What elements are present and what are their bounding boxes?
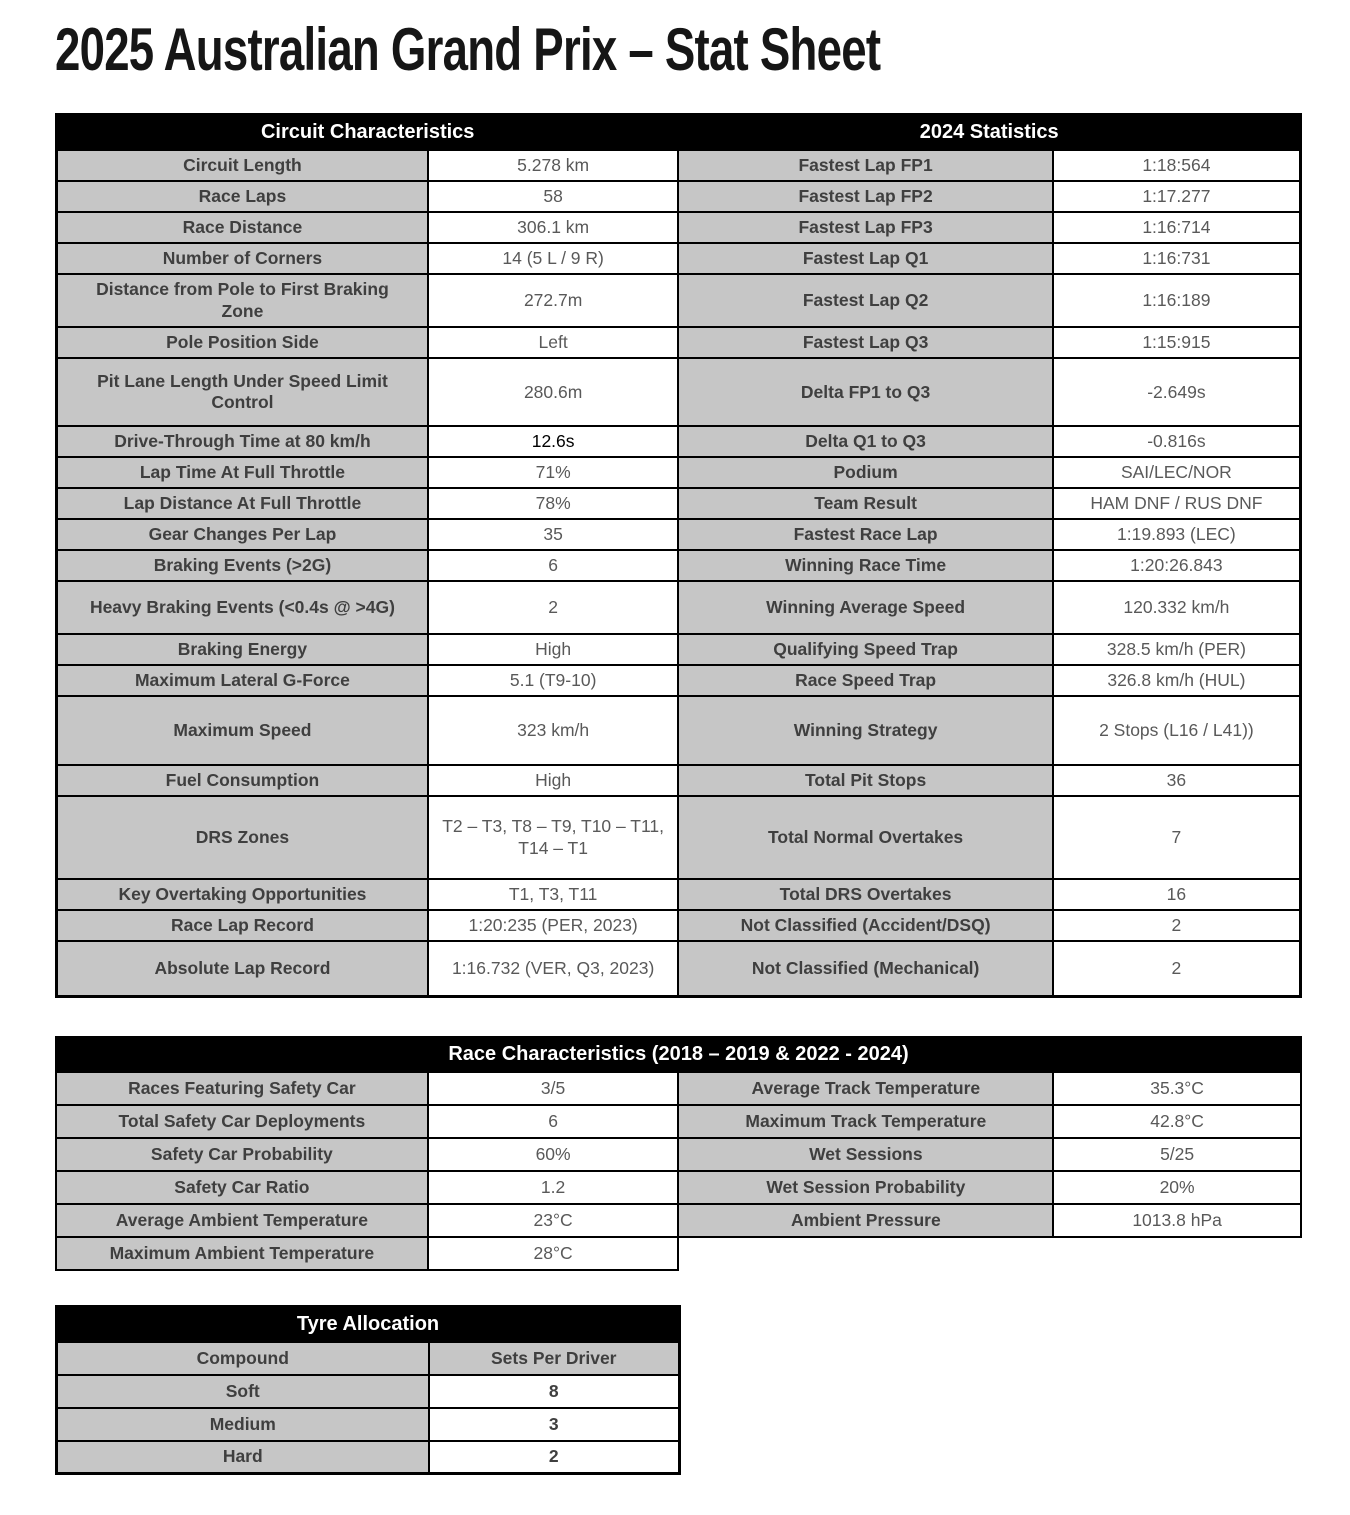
- stat-value: 1:17.277: [1053, 181, 1301, 212]
- stat-value: 2: [1053, 941, 1301, 996]
- stat-value: 28°C: [428, 1237, 679, 1270]
- stat-value: 1:20:235 (PER, 2023): [428, 910, 679, 941]
- stat-label: Lap Time At Full Throttle: [57, 457, 428, 488]
- stat-value: Left: [428, 327, 679, 358]
- stat-value: High: [428, 765, 679, 796]
- stat-value: 60%: [428, 1138, 679, 1171]
- stat-label: Winning Strategy: [678, 696, 1052, 765]
- stat-value: 2 Stops (L16 / L41)): [1053, 696, 1301, 765]
- stat-label: Wet Session Probability: [678, 1171, 1053, 1204]
- stat-value: 1013.8 hPa: [1053, 1204, 1301, 1237]
- stat-value: 6: [428, 1105, 679, 1138]
- stat-label: Fuel Consumption: [57, 765, 428, 796]
- stat-label: Race Speed Trap: [678, 665, 1052, 696]
- stat-value: 1:16:714: [1053, 212, 1301, 243]
- stat-label: Braking Events (>2G): [57, 550, 428, 581]
- stat-label: Team Result: [678, 488, 1052, 519]
- stat-value: HAM DNF / RUS DNF: [1053, 488, 1301, 519]
- stat-label: Heavy Braking Events (<0.4s @ >4G): [57, 581, 428, 634]
- stat-value: 5/25: [1053, 1138, 1301, 1171]
- stat-value: 7: [1053, 796, 1301, 879]
- column-header-sets-per-driver: Sets Per Driver: [429, 1342, 680, 1375]
- circuit-and-2024-stats-table: [55, 113, 1302, 998]
- stat-value: 2: [428, 581, 679, 634]
- stat-value: 1:20:26.843: [1053, 550, 1301, 581]
- stat-label: Winning Average Speed: [678, 581, 1052, 634]
- stat-label: Distance from Pole to First Braking Zone: [57, 274, 428, 327]
- race-characteristics-table: [55, 1036, 1302, 1271]
- stat-label: Safety Car Ratio: [56, 1171, 428, 1204]
- stat-value: 5.1 (T9-10): [428, 665, 679, 696]
- page-title: 2025 Australian Grand Prix – Stat Sheet: [55, 16, 881, 83]
- stat-value: -2.649s: [1053, 358, 1301, 426]
- stat-label: Podium: [678, 457, 1052, 488]
- stat-label: Delta Q1 to Q3: [678, 426, 1052, 457]
- stat-label: Total Safety Car Deployments: [56, 1105, 428, 1138]
- stat-label: Key Overtaking Opportunities: [57, 879, 428, 910]
- section-header-tyre-allocation: Tyre Allocation: [57, 1306, 680, 1342]
- tyre-sets-value: 8: [429, 1375, 680, 1408]
- stat-value: -0.816s: [1053, 426, 1301, 457]
- stat-label: Qualifying Speed Trap: [678, 634, 1052, 665]
- section-header-circuit-characteristics: Circuit Characteristics: [57, 115, 679, 151]
- stat-label: Total Normal Overtakes: [678, 796, 1052, 879]
- stat-label: Fastest Lap FP2: [678, 181, 1052, 212]
- stat-value: 280.6m: [428, 358, 679, 426]
- stat-label: Circuit Length: [57, 150, 428, 181]
- stat-value: 16: [1053, 879, 1301, 910]
- stat-label: Pole Position Side: [57, 327, 428, 358]
- stat-value: 14 (5 L / 9 R): [428, 243, 679, 274]
- stat-value: 1:19.893 (LEC): [1053, 519, 1301, 550]
- stat-value: High: [428, 634, 679, 665]
- tyre-compound-label: Medium: [57, 1408, 429, 1441]
- stat-label: Total Pit Stops: [678, 765, 1052, 796]
- stat-value: 58: [428, 181, 679, 212]
- stat-value: 35: [428, 519, 679, 550]
- stat-value: 2: [1053, 910, 1301, 941]
- tyre-sets-value: 3: [429, 1408, 680, 1441]
- stat-label: Wet Sessions: [678, 1138, 1053, 1171]
- stat-label: Pit Lane Length Under Speed Limit Control: [57, 358, 428, 426]
- stat-value: 1:16:731: [1053, 243, 1301, 274]
- tyre-compound-label: Soft: [57, 1375, 429, 1408]
- stat-label: DRS Zones: [57, 796, 428, 879]
- stat-value: 1:18:564: [1053, 150, 1301, 181]
- stat-label: Braking Energy: [57, 634, 428, 665]
- stat-label: Lap Distance At Full Throttle: [57, 488, 428, 519]
- stat-label: Number of Corners: [57, 243, 428, 274]
- stat-label: Fastest Race Lap: [678, 519, 1052, 550]
- column-header-compound: Compound: [57, 1342, 429, 1375]
- stat-label: Delta FP1 to Q3: [678, 358, 1052, 426]
- empty-cell: [678, 1237, 1053, 1270]
- stat-label: Race Distance: [57, 212, 428, 243]
- stat-label: Not Classified (Accident/DSQ): [678, 910, 1052, 941]
- stat-label: Average Track Temperature: [678, 1072, 1053, 1105]
- stat-label: Races Featuring Safety Car: [56, 1072, 428, 1105]
- stat-label: Fastest Lap Q2: [678, 274, 1052, 327]
- stat-label: Gear Changes Per Lap: [57, 519, 428, 550]
- tyre-allocation-table: [55, 1305, 681, 1476]
- stat-label: Fastest Lap FP3: [678, 212, 1052, 243]
- stat-label: Ambient Pressure: [678, 1204, 1053, 1237]
- stat-value: 23°C: [428, 1204, 679, 1237]
- stat-value: SAI/LEC/NOR: [1053, 457, 1301, 488]
- stat-label: Maximum Speed: [57, 696, 428, 765]
- stat-value: 1:15:915: [1053, 327, 1301, 358]
- stat-value: 120.332 km/h: [1053, 581, 1301, 634]
- stat-label: Safety Car Probability: [56, 1138, 428, 1171]
- stat-label: Race Lap Record: [57, 910, 428, 941]
- stat-value: 1.2: [428, 1171, 679, 1204]
- tyre-compound-label: Hard: [57, 1441, 429, 1474]
- stat-label: Maximum Lateral G-Force: [57, 665, 428, 696]
- stat-label: Total DRS Overtakes: [678, 879, 1052, 910]
- stat-label: Winning Race Time: [678, 550, 1052, 581]
- stat-value: 71%: [428, 457, 679, 488]
- stat-value: T1, T3, T11: [428, 879, 679, 910]
- stat-value: 272.7m: [428, 274, 679, 327]
- stat-label: Race Laps: [57, 181, 428, 212]
- stat-value: 328.5 km/h (PER): [1053, 634, 1301, 665]
- stat-label: Drive-Through Time at 80 km/h: [57, 426, 428, 457]
- stat-label: Not Classified (Mechanical): [678, 941, 1052, 996]
- stat-value: 5.278 km: [428, 150, 679, 181]
- stat-label: Absolute Lap Record: [57, 941, 428, 996]
- stat-label: Average Ambient Temperature: [56, 1204, 428, 1237]
- stat-value: 42.8°C: [1053, 1105, 1301, 1138]
- stat-value: 6: [428, 550, 679, 581]
- stat-value: 323 km/h: [428, 696, 679, 765]
- stat-label: Fastest Lap Q1: [678, 243, 1052, 274]
- stat-value: 1:16:189: [1053, 274, 1301, 327]
- stat-label: Maximum Ambient Temperature: [56, 1237, 428, 1270]
- stat-value: T2 – T3, T8 – T9, T10 – T11, T14 – T1: [428, 796, 679, 879]
- stat-value: 36: [1053, 765, 1301, 796]
- stat-value: 20%: [1053, 1171, 1301, 1204]
- stat-value: 1:16.732 (VER, Q3, 2023): [428, 941, 679, 996]
- stat-value: 35.3°C: [1053, 1072, 1301, 1105]
- stat-label: Fastest Lap Q3: [678, 327, 1052, 358]
- stat-value: 12.6s: [428, 426, 679, 457]
- stat-value: 78%: [428, 488, 679, 519]
- stat-label: Maximum Track Temperature: [678, 1105, 1053, 1138]
- section-header-race-characteristics: Race Characteristics (2018 – 2019 & 2022 - 2024): [56, 1037, 1301, 1072]
- stat-value: 326.8 km/h (HUL): [1053, 665, 1301, 696]
- empty-cell: [1053, 1237, 1301, 1270]
- stat-value: 3/5: [428, 1072, 679, 1105]
- stat-value: 306.1 km: [428, 212, 679, 243]
- stat-label: Fastest Lap FP1: [678, 150, 1052, 181]
- tyre-sets-value: 2: [429, 1441, 680, 1474]
- section-header-2024-statistics: 2024 Statistics: [678, 115, 1300, 151]
